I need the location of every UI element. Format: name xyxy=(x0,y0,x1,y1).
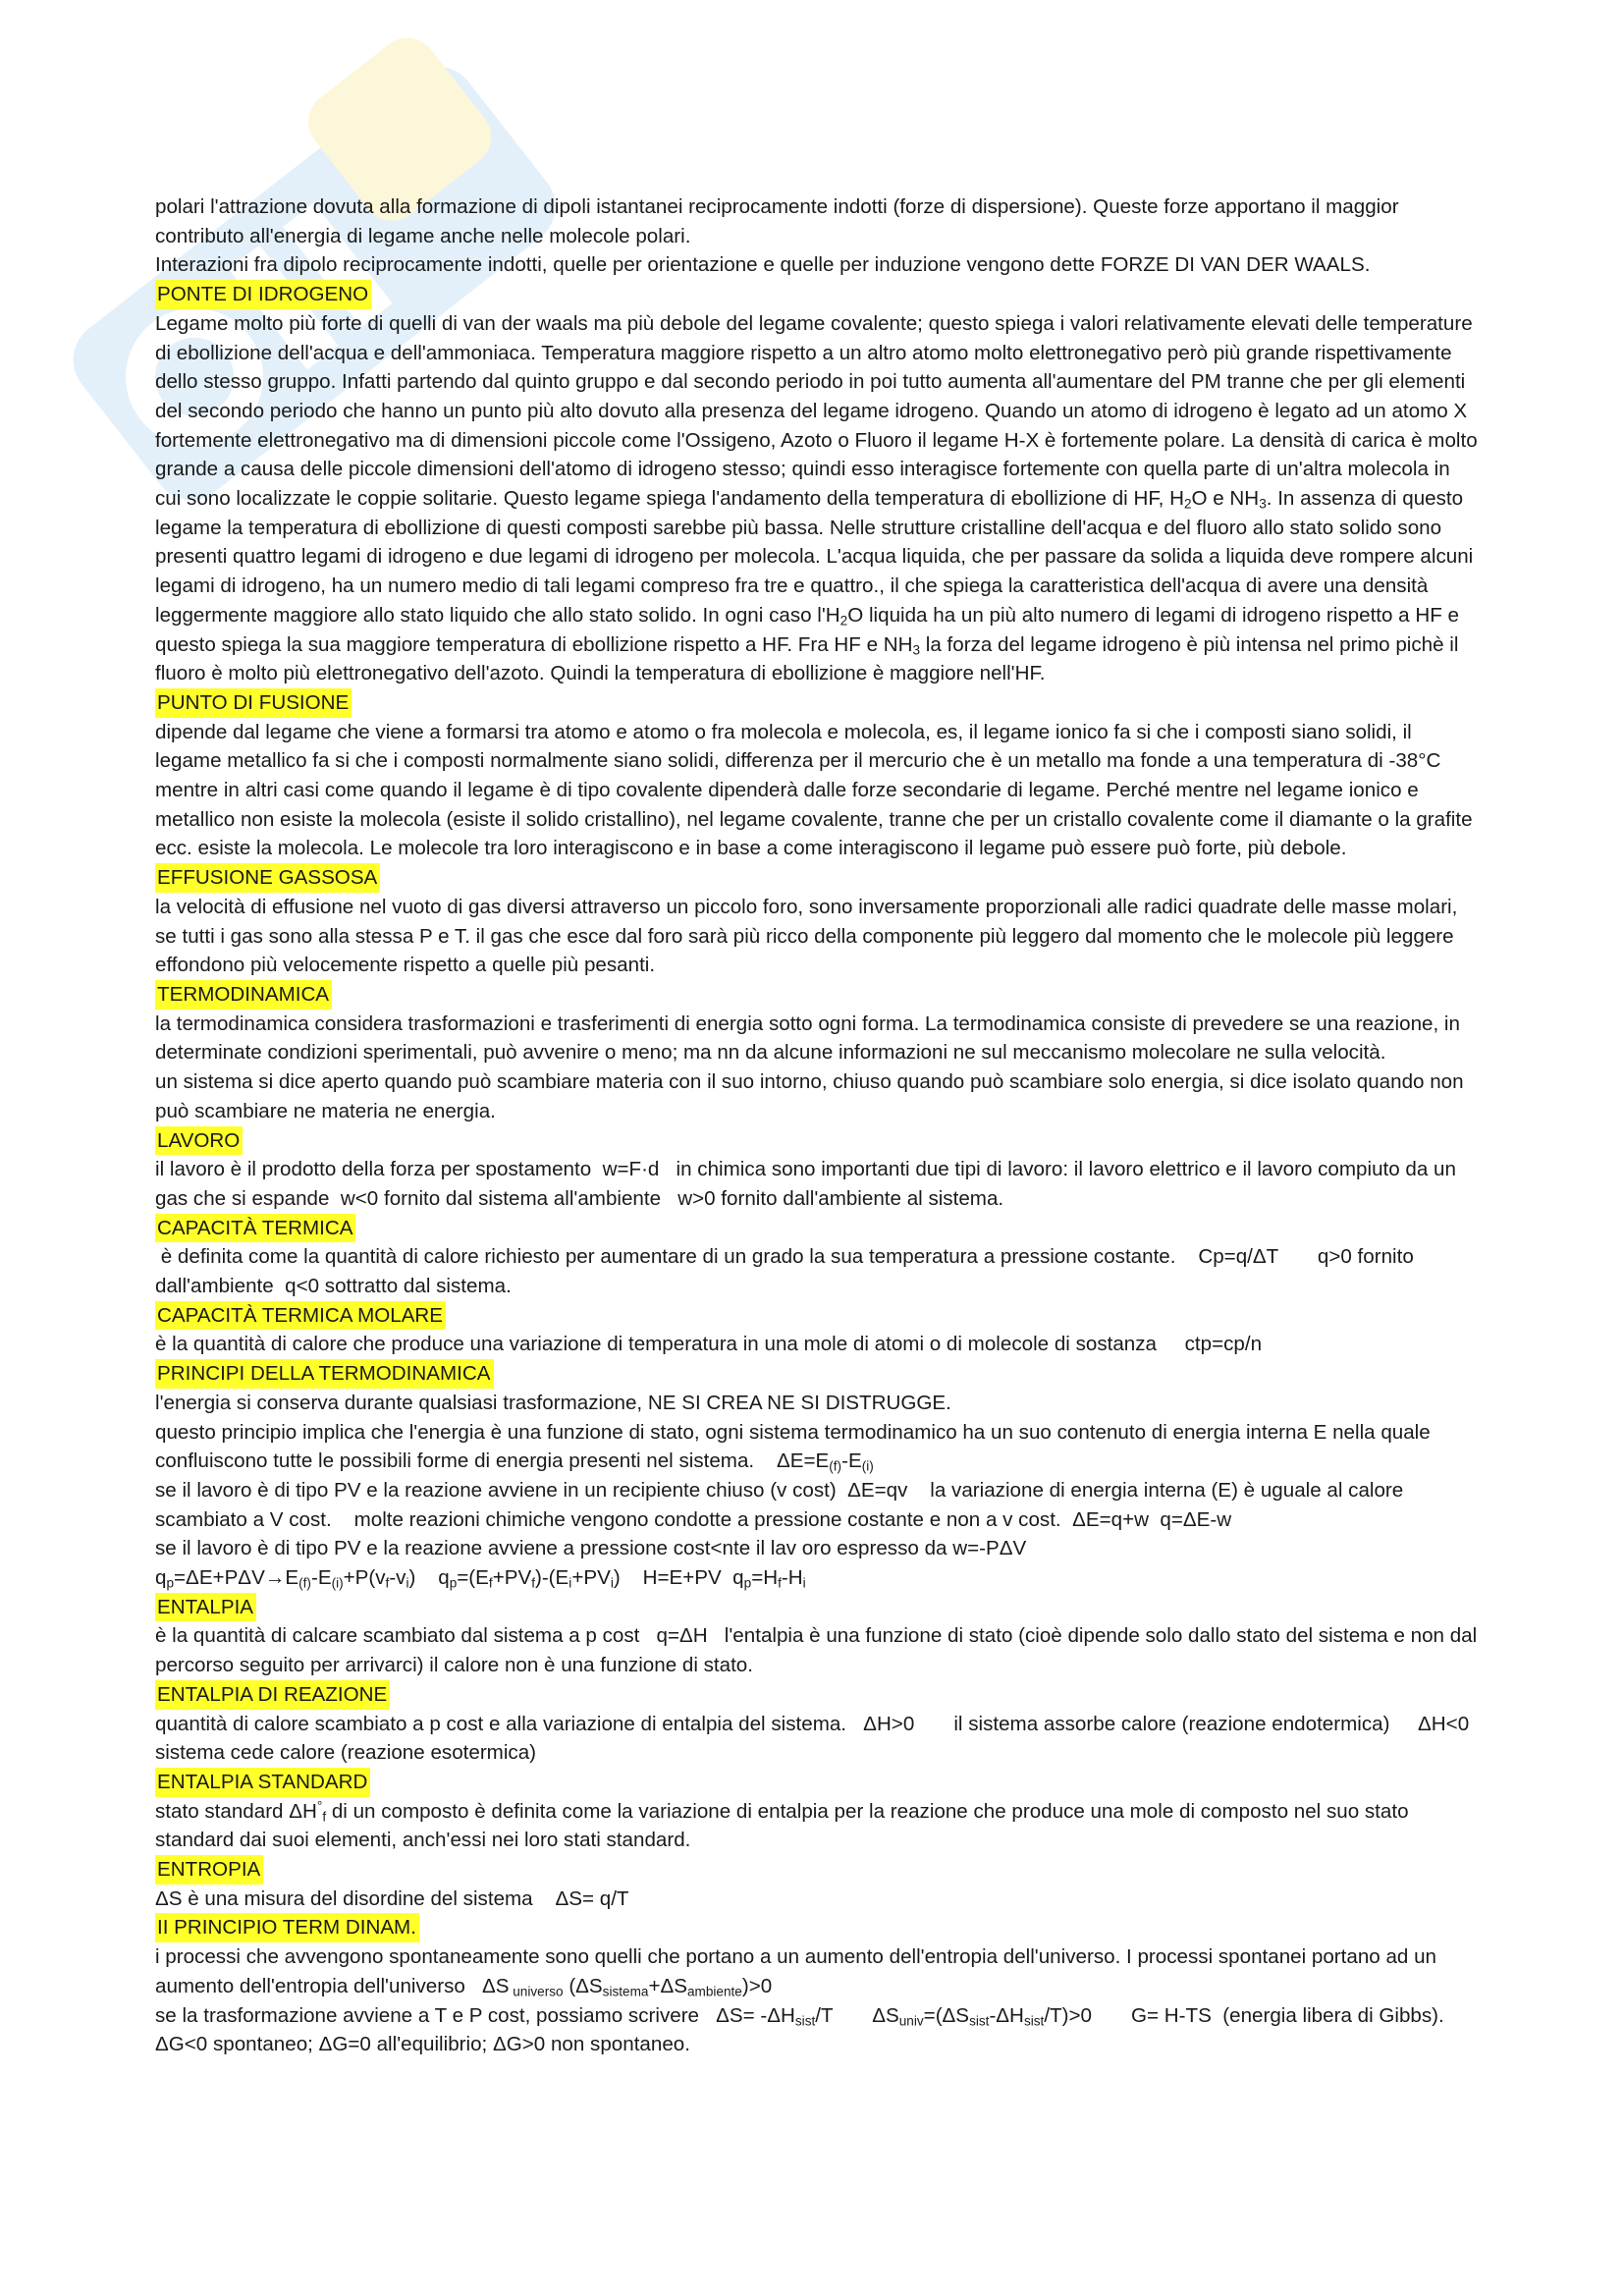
heading-entropia: ENTROPIA xyxy=(155,1855,263,1885)
paragraph-ponte-idrogeno: Legame molto più forte di quelli di van der waals ma più debole del legame covalente; questo spiega i valori relativamente elevati delle temperature di ebollizione dell'acqua e dell'ammoniaca. Temperatura maggiore rispetto a un altro atomo molto elettronegativo però più grande rispettivamente dello stesso gruppo. Infatti partendo dal quinto gruppo e dal secondo periodo in poi tutto aumenta all'aumentare del PM tranne che per gli elementi del secondo periodo che hanno un punto più alto dovuto alla presenza del legame idrogeno. Quando un atomo di idrogeno è legato ad un atomo X fortemente elettronegativo ma di dimensioni piccole come l'Ossigeno, Azoto o Fluoro il legame H-X è fortemente polare. La densità di carica è molto grande a causa delle piccole dimensioni dell'atomo di idrogeno stesso; quindi esso interagisce fortemente con quella parte di un'altra molecola in cui sono localizzate le coppie solitarie. Questo legame spiega l'andamento della temperatura di ebollizione di HF, $H_2O$ e $NH_3$. In assenza di questo legame la temperatura di ebollizione di questi composti sarebbe più bassa. Nelle strutture cristalline dell'acqua e del fluoro allo stato solido sono presenti quattro legami di idrogeno e due legami di idrogeno per molecola. L'acqua liquida, che per passare da solida a liquida deve rompere alcuni legami di idrogeno, ha un numero medio di tali legami compreso fra tre e quattro., il che spiega la caratteristica dell'acqua di avere una densità leggermente maggiore allo stato liquido che allo stato solido. In ogni caso $l'H_2O$ liquida ha un più alto numero di legami di idrogeno rispetto a HF e questo spiega la sua maggiore temperatura di ebollizione rispetto a HF. Fra HF e $NH_3$ la forza del legame idrogeno è più intensa nel primo pichè il fluoro è molto più elettronegativo dell'azoto. Quindi la temperatura di ebollizione è maggiore nell'HF. xyxy=(155,311,1478,685)
heading-capacita-termica-molare: CAPACITÀ TERMICA MOLARE xyxy=(155,1301,446,1331)
paragraph-capacita-termica: è definita come la quantità di calore richiesto per aumentare di un grado la sua temperatura a pressione costante. Cp=q/ΔT q>0 fornito dall'ambiente q<0 sottratto dal sistema. xyxy=(155,1245,1420,1298)
heading-entalpia-standard: ENTALPIA STANDARD xyxy=(155,1768,370,1797)
heading-entalpia: ENTALPIA xyxy=(155,1593,256,1622)
paragraph-termodinamica: la termodinamica considera trasformazioni e trasferimenti di energia sotto ogni forma. La termodinamica consiste di prevedere se una reazione, in determinate condizioni sperimentali, può avvenire o meno; ma nn da alcune informazioni ne sul meccanismo molecolare ne sulla velocità. un sistema si dice aperto quando può scambiare materia con il suo intorno, chiuso quando può scambiare solo energia, si dice isolato quando non può scambiare ne materia ne energia. xyxy=(155,1011,1464,1122)
paragraph-effusione-gassosa: la velocità di effusione nel vuoto di gas diversi attraverso un piccolo foro, sono inversamente proporzionali alle radici quadrate delle masse molari, se tutti i gas sono alla stessa P e T. il gas che esce dal foro sarà più ricco della componente più leggero dal momento che le molecole più leggere effondono più velocemente rispetto a quelle più pesanti. xyxy=(155,895,1458,977)
paragraph-entropia: ΔS è una misura del disordine del sistema ΔS= q/T xyxy=(155,1886,629,1910)
paragraph-entalpia-standard: stato standard $\Delta H^\circ_f$ di un composto è definita come la variazione di entalpia per la reazione che produce una mole di composto nel suo stato standard dai suoi elementi, anch'essi nei loro stati standard. xyxy=(155,1798,1409,1852)
paragraph-entalpia: è la quantità di calcare scambiato dal sistema a p cost q=ΔH l'entalpia è una funzione di stato (cioè dipende solo dallo stato del sistema e non dal percorso seguito per arrivarci) il calore non è una funzione di stato. xyxy=(155,1624,1483,1677)
heading-lavoro: LAVORO xyxy=(155,1126,243,1156)
heading-entalpia-reazione: ENTALPIA DI REAZIONE xyxy=(155,1680,390,1710)
intro-paragraph: polari l'attrazione dovuta alla formazione di dipoli istantanei reciprocamente indotti (forze di dispersione). Queste forze apportano il maggior contributo all'energia di legame anche nelle molecole polari. Interazioni fra dipolo reciprocamente indotti, quelle per orientazione e quelle per induzione vengono dette FORZE DI VAN DER WAALS. xyxy=(155,195,1399,277)
heading-punto-fusione: PUNTO DI FUSIONE xyxy=(155,688,352,718)
heading-termodinamica: TERMODINAMICA xyxy=(155,980,332,1010)
paragraph-principi-termodinamica: l'energia si conserva durante qualsiasi trasformazione, NE SI CREA NE SI DISTRUGGE. questo principio implica che l'energia è una funzione di stato, ogni sistema termodinamico ha un suo contenuto di energia interna E nella quale confluiscono tutte le possibili forme di energia presenti nel sistema. $\Delta E=E_{(f)}-E_{(i)}$ se il lavoro è di tipo PV e la reazione avviene in un recipiente chiuso (v cost) ΔE=qv la variazione di energia interna (E) è uguale al calore scambiato a V cost. molte reazioni chimiche vengono condotte a pressione costante e non a v cost. ΔE=q+w q=ΔE-w se il lavoro è di tipo PV e la reazione avviene a pressione cost<nte il lav oro espresso da w=-PΔV $q_p=\Delta E+P\Delta V\to E_{(f)}-E_{(i)}+P(v_f-v_i)$ $q_p=(E_f+PV_f)-(E_i+PV_i)$ H=E+PV $q_p=H_f-H_i$ xyxy=(155,1391,1436,1591)
heading-secondo-principio: II PRINCIPIO TERM DINAM. xyxy=(155,1913,419,1942)
paragraph-secondo-principio: i processi che avvengono spontaneamente sono quelli che portano a un aumento dell'entropia dell'universo. I processi spontanei portano ad un aumento dell'entropia dell'universo ΔS $_{universo}$ $(\Delta S_{sistema}+\Delta S_{ambiente})>0$ se la trasformazione avviene a T e P cost, possiamo scrivere $\Delta S= -\Delta H_{sist}/T$ $\Delta S_{univ}=(\Delta S_{sist}-\Delta H_{sist}/T)>0$ G= H-TS (energia libera di Gibbs). ΔG<0 spontaneo; ΔG=0 all'equilibrio; ΔG>0 non spontaneo. xyxy=(155,1945,1461,2056)
heading-ponte-idrogeno: PONTE DI IDROGENO xyxy=(155,280,371,309)
heading-principi-termodinamica: PRINCIPI DELLA TERMODINAMICA xyxy=(155,1359,494,1389)
paragraph-punto-fusione: dipende dal legame che viene a formarsi tra atomo e atomo o fra molecola e molecola, es, il legame ionico fa si che i composti siano solidi, il legame metallico fa si che i composti normalmente siano solidi, differenza per il mercurio che è un metallo ma fonde a una temperatura di -38°C mentre in altri casi come quando il legame è di tipo covalente dipenderà dalle forze secondarie di legame. Perché mentre nel legame ionico e metallico non esiste la molecola (esiste il solido cristallino), nel legame covalente, tranne che per un cristallo covalente come il diamante o la grafite ecc. esiste la molecola. Le molecole tra loro interagiscono e in base a come interagiscono il legame può essere può forte, più debole. xyxy=(155,720,1473,860)
document-page xyxy=(155,192,1481,2059)
paragraph-lavoro: il lavoro è il prodotto della forza per spostamento w=F·d in chimica sono importanti due tipi di lavoro: il lavoro elettrico e il lavoro compiuto da un gas che si espande w<0 fornito dal sistema all'ambiente w>0 fornito dall'ambiente al sistema. xyxy=(155,1158,1462,1210)
heading-effusione-gassosa: EFFUSIONE GASSOSA xyxy=(155,863,380,893)
paragraph-capacita-termica-molare: è la quantità di calore che produce una variazione di temperatura in una mole di atomi o di molecole di sostanza ctp=cp/n xyxy=(155,1333,1263,1356)
paragraph-entalpia-reazione: quantità di calore scambiato a p cost e alla variazione di entalpia del sistema. ΔH>0 il sistema assorbe calore (reazione endotermica) ΔH<0 sistema cede calore (reazione esotermica) xyxy=(155,1712,1481,1765)
heading-capacita-termica: CAPACITÀ TERMICA xyxy=(155,1214,355,1243)
formula-qp: $q_p=\Delta E+P\Delta V\to E_{(f)}-E_{(i)}+P(v_f-v_i)$ $q_p=(E_f+PV_f)-(E_i+PV_i)$ H=E+PV $q_p=H_f-H_i$ xyxy=(155,1566,806,1591)
